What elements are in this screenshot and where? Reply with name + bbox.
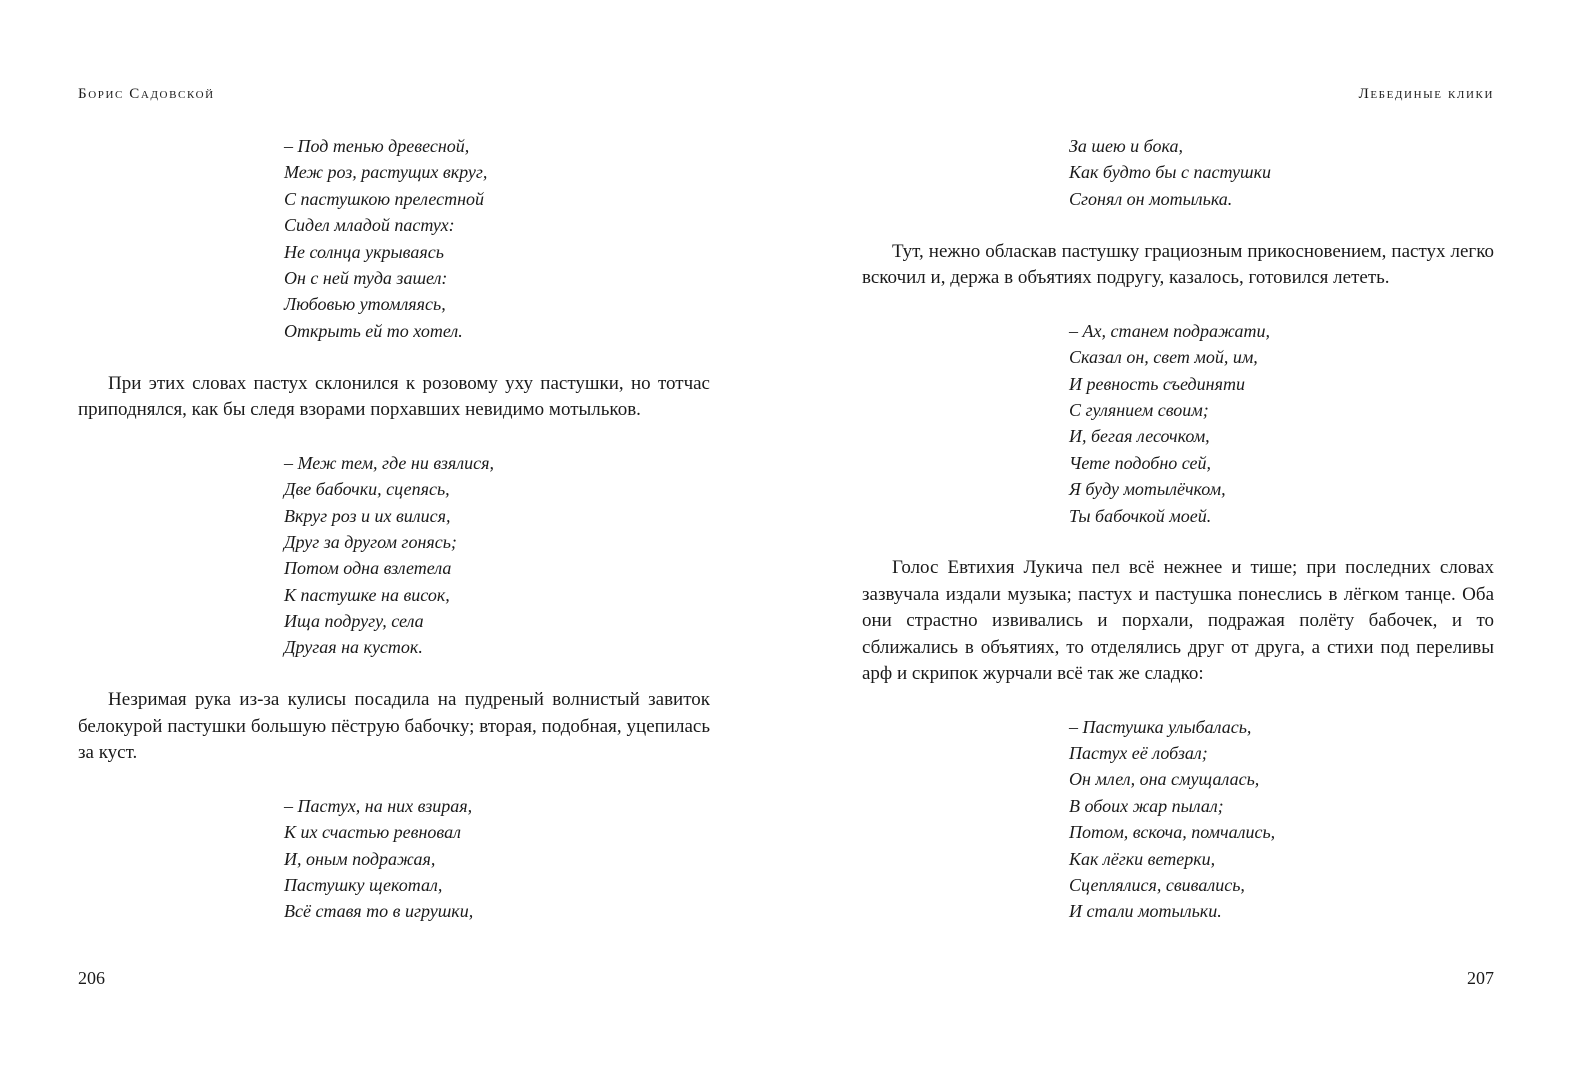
verse-line: Всё ставя то в игрушки, (284, 901, 474, 922)
verse-line: Сцеплялися, свивались, (1069, 875, 1245, 896)
verse-line: Он млел, она смущалась, (1069, 769, 1260, 790)
verse-stanza (862, 318, 1494, 529)
verse-stanza (78, 133, 710, 344)
verse-line: За шею и бока, (1069, 136, 1183, 156)
verse-line: Как будто бы с пастушки (1069, 162, 1271, 183)
verse-line: Открыть ей то хотел. (284, 320, 463, 341)
verse-line: Ища подругу, села (284, 611, 424, 632)
verse-line: С гулянием своим; (1069, 399, 1209, 420)
verse-line: Вкруг роз и их вилися, (284, 505, 451, 526)
verse-line: Сгонял он мотылька. (1069, 188, 1233, 209)
verse-line: – Пастушка улыбалась, (1069, 716, 1252, 737)
verse-line: Другая на кусток. (284, 637, 423, 658)
left-page-body (78, 133, 710, 925)
right-page-body (862, 133, 1494, 925)
verse-line: С пастушкою прелестной (284, 188, 485, 209)
verse-stanza (862, 714, 1494, 925)
page-number: 207 (1467, 968, 1494, 988)
verse-line: Как лёгки ветерки, (1069, 848, 1216, 869)
verse-line: – Ах, станем подражати, (1069, 320, 1271, 341)
prose-paragraph: При этих словах пастух склонился к розовому уху пастушки, но тотчас приподнялся, как бы следя взорами порхавших невидимо мотыльков. (78, 372, 710, 420)
verse-line: Ты бабочкой моей. (1069, 505, 1212, 526)
verse-line: В обоих жар пылал; (1069, 795, 1224, 816)
page-number: 206 (78, 968, 105, 988)
prose-paragraph: Незримая рука из-за кулисы посадила на пудреный волнистый завиток белокурой пастушки большую пёструю бабочку; вторая, подобная, уцепилась за куст. (78, 689, 710, 764)
verse-line: Меж роз, растущих вкруг, (284, 162, 488, 183)
verse-line: Не солнца укрываясь (284, 241, 444, 262)
verse-line: Чете подобно сей, (1069, 452, 1211, 473)
right-page (862, 0, 1494, 1080)
verse-stanza (862, 133, 1494, 212)
verse-line: Пастух её лобзал; (1069, 743, 1208, 764)
prose-paragraph: Тут, нежно обласкав пастушку грациозным прикосновением, пастух легко вскочил и, держа в объятиях подругу, казалось, готовился лететь. (862, 240, 1494, 288)
verse-line: Друг за другом гонясь; (284, 531, 457, 552)
verse-line: – Под тенью древесной, (284, 136, 470, 156)
verse-line: К пастушке на висок, (284, 584, 450, 605)
verse-line: Пастушку щекотал, (284, 875, 443, 896)
verse-line: И ревность съединяти (1069, 373, 1245, 394)
verse-line: Я буду мотылёчком, (1069, 479, 1226, 500)
verse-line: Любовью утомляясь, (284, 294, 446, 315)
verse-line: Потом, вскоча, помчались, (1069, 822, 1276, 843)
running-head-author: Борис Садовской (78, 86, 215, 102)
left-page (78, 0, 710, 1080)
verse-line: – Меж тем, где ни взялися, (284, 452, 494, 473)
prose-paragraph: Голос Евтихия Лукича пел всё нежнее и тише; при последних словах зазвучала издали музыка; пастух и пастушка понеслись в лёгком танце. Оба они страстно извивались и порхали, подражая полёту бабочек, и то сближались в объятиях, то отделялись друг от друга, а стихи под переливы арф и скрипок журчали всё так же сладко: (862, 557, 1494, 684)
verse-line: Две бабочки, сцепясь, (284, 479, 450, 500)
verse-line: К их счастью ревновал (284, 822, 461, 843)
verse-stanza (78, 793, 710, 925)
verse-line: Потом одна взлетела (284, 558, 452, 579)
verse-line: Сказал он, свет мой, им, (1069, 347, 1258, 368)
verse-stanza (78, 450, 710, 661)
verse-line: Он с ней туда зашел: (284, 267, 448, 288)
verse-line: Сидел младой пастух: (284, 215, 455, 236)
verse-line: И стали мотыльки. (1069, 901, 1222, 922)
verse-line: – Пастух, на них взирая, (284, 795, 473, 816)
verse-line: И, оным подражая, (284, 848, 436, 869)
verse-line: И, бегая лесочком, (1069, 426, 1210, 447)
running-head-title: Лебединые клики (1358, 86, 1494, 102)
